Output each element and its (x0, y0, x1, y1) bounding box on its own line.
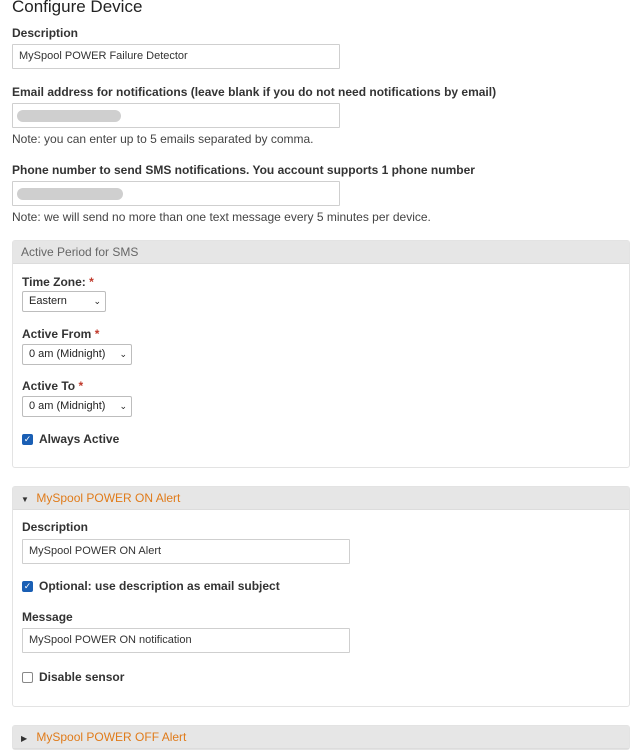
active-to-select[interactable]: 0 am (Midnight) ⌄ (22, 396, 132, 417)
phone-label: Phone number to send SMS notifications. You account supports 1 phone number (12, 163, 475, 177)
disable-sensor-row (22, 670, 124, 684)
description-input[interactable]: MySpool POWER Failure Detector (12, 44, 340, 69)
chevron-down-icon: ⌄ (119, 349, 127, 359)
caret-down-icon: ▼ (21, 495, 29, 504)
use-subject-row (22, 579, 280, 593)
chevron-down-icon: ⌄ (119, 401, 127, 411)
sms-period-panel (12, 240, 630, 468)
power-on-alert-panel (12, 486, 630, 707)
use-subject-checkbox[interactable]: ✓ (23, 580, 32, 591)
chevron-down-icon: ⌄ (93, 296, 101, 306)
on-alert-description-input[interactable]: MySpool POWER ON Alert (22, 539, 350, 564)
use-subject-label: Optional: use description as email subject (39, 579, 280, 593)
active-from-select[interactable]: 0 am (Midnight) ⌄ (22, 344, 132, 365)
always-active-row (22, 432, 119, 446)
email-input[interactable] (12, 103, 340, 128)
on-alert-message-input[interactable]: MySpool POWER ON notification (22, 628, 350, 653)
phone-note: Note: we will send no more than one text message every 5 minutes per device. (12, 210, 431, 224)
redacted-email (17, 110, 121, 122)
on-alert-description-label: Description (22, 520, 89, 534)
sms-panel-header: Active Period for SMS (13, 241, 629, 264)
on-alert-message-label: Message (22, 610, 73, 624)
caret-right-icon: ▶ (21, 734, 28, 743)
active-to-label: Active To * (22, 379, 84, 393)
phone-input[interactable] (12, 181, 340, 206)
always-active-label: Always Active (39, 432, 120, 446)
page-title: Configure Device (12, 0, 143, 16)
email-label: Email address for notifications (leave blank if you do not need notifications by email) (12, 85, 497, 99)
power-off-alert-header[interactable]: ▶ MySpool POWER OFF Alert (13, 726, 629, 749)
email-note: Note: you can enter up to 5 emails separated by comma. (12, 132, 314, 146)
always-active-checkbox[interactable]: ✓ (23, 433, 32, 444)
active-from-label: Active From * (22, 327, 100, 341)
redacted-phone (17, 188, 123, 200)
description-label: Description (12, 26, 79, 40)
disable-sensor-label: Disable sensor (39, 670, 125, 684)
timezone-label: Time Zone: * (22, 275, 94, 289)
power-on-alert-header[interactable]: ▼ MySpool POWER ON Alert (13, 487, 629, 510)
timezone-select[interactable]: Eastern ⌄ (22, 291, 106, 312)
disable-sensor-checkbox[interactable] (22, 672, 33, 683)
power-off-alert-panel (12, 725, 630, 750)
